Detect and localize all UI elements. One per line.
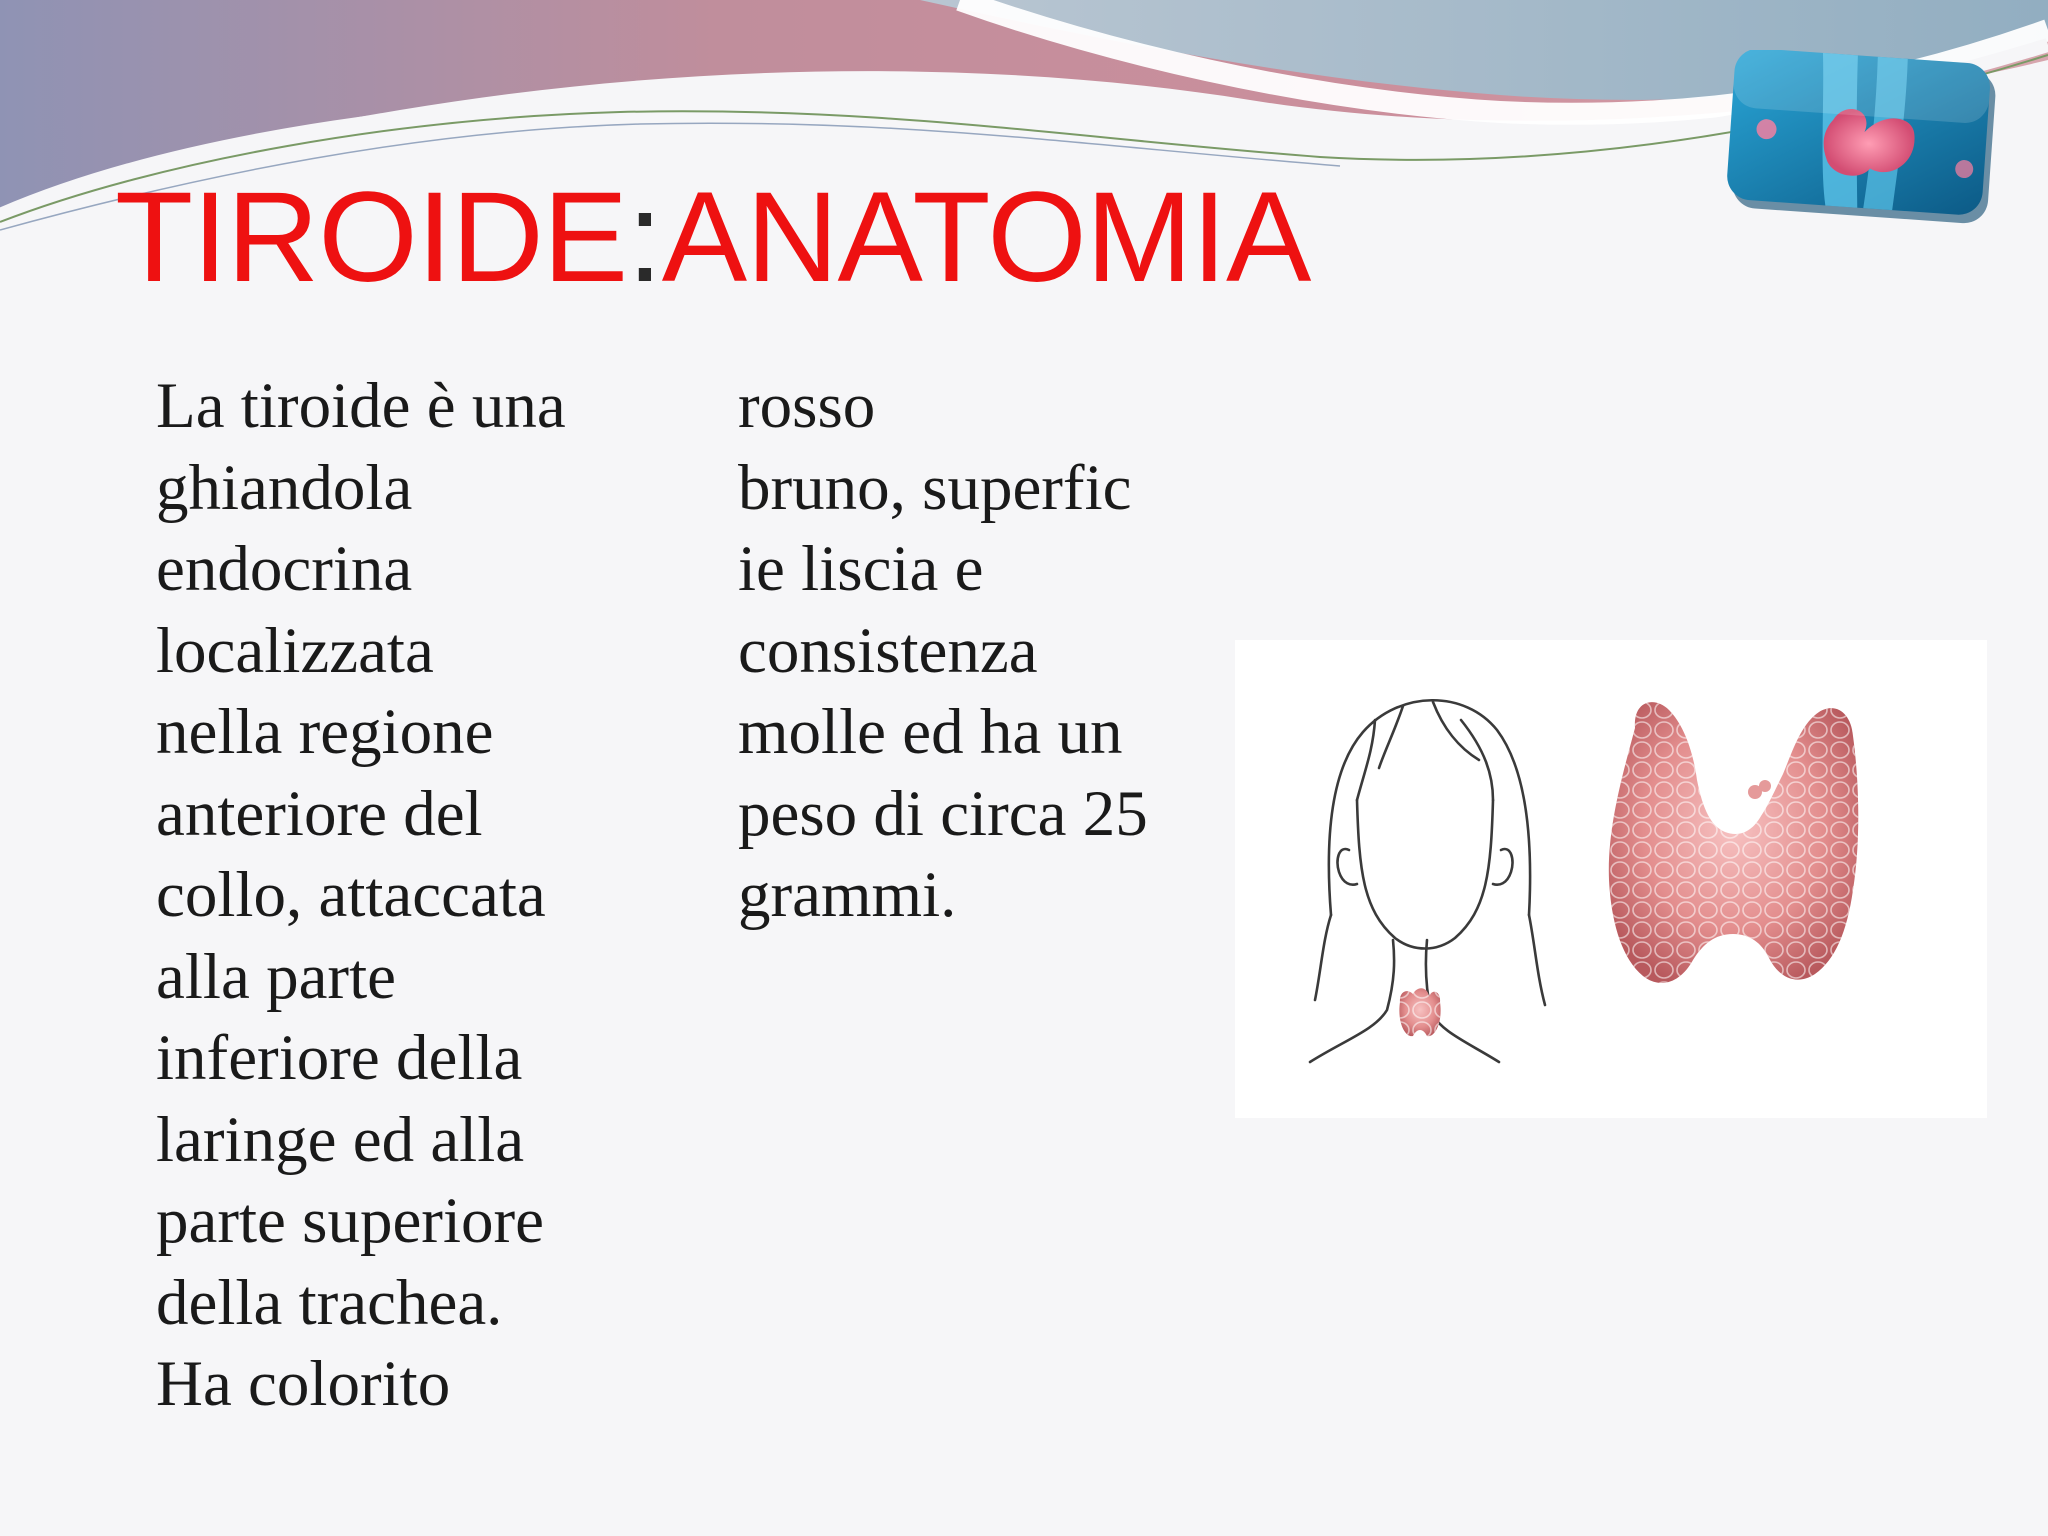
text-line: della trachea. (156, 1266, 503, 1339)
text-line: ie liscia e (738, 533, 984, 605)
thyroid-gland-icon (1609, 702, 1858, 983)
text-line: Ha colorito (156, 1348, 451, 1420)
text-line: collo, attaccata (156, 859, 546, 931)
text-column-1 (156, 366, 777, 1426)
text-line: inferiore della (156, 1022, 523, 1094)
text-line: peso di circa 25 (738, 777, 1148, 850)
text-line: alla parte (156, 940, 396, 1013)
text-line: molle ed ha un (738, 696, 1123, 768)
text-line: anteriore del (156, 777, 483, 850)
text-line: localizzata (156, 614, 434, 687)
text-line: La tiroide è una (156, 370, 566, 442)
text-column-2 (738, 366, 1208, 937)
text-line: nella regione (156, 696, 494, 768)
text-line: laringe ed alla (156, 1103, 525, 1176)
title-part-1: TIROIDE (115, 166, 628, 309)
thyroid-illustration (1235, 640, 1987, 1118)
text-line: bruno, superfic (738, 451, 1132, 524)
title-separator: : (627, 166, 662, 309)
text-line: endocrina (156, 533, 413, 605)
text-line: consistenza (738, 614, 1038, 687)
small-thyroid-icon (1399, 988, 1440, 1036)
thyroid-thumbnail-icon (1722, 50, 2006, 230)
text-line: parte superiore (156, 1185, 545, 1257)
title-part-2: ANATOMIA (661, 166, 1311, 309)
text-line: grammi. (738, 859, 957, 931)
text-line: rosso (738, 370, 876, 442)
text-line: ghiandola (156, 451, 413, 524)
slide-title (115, 168, 1310, 308)
